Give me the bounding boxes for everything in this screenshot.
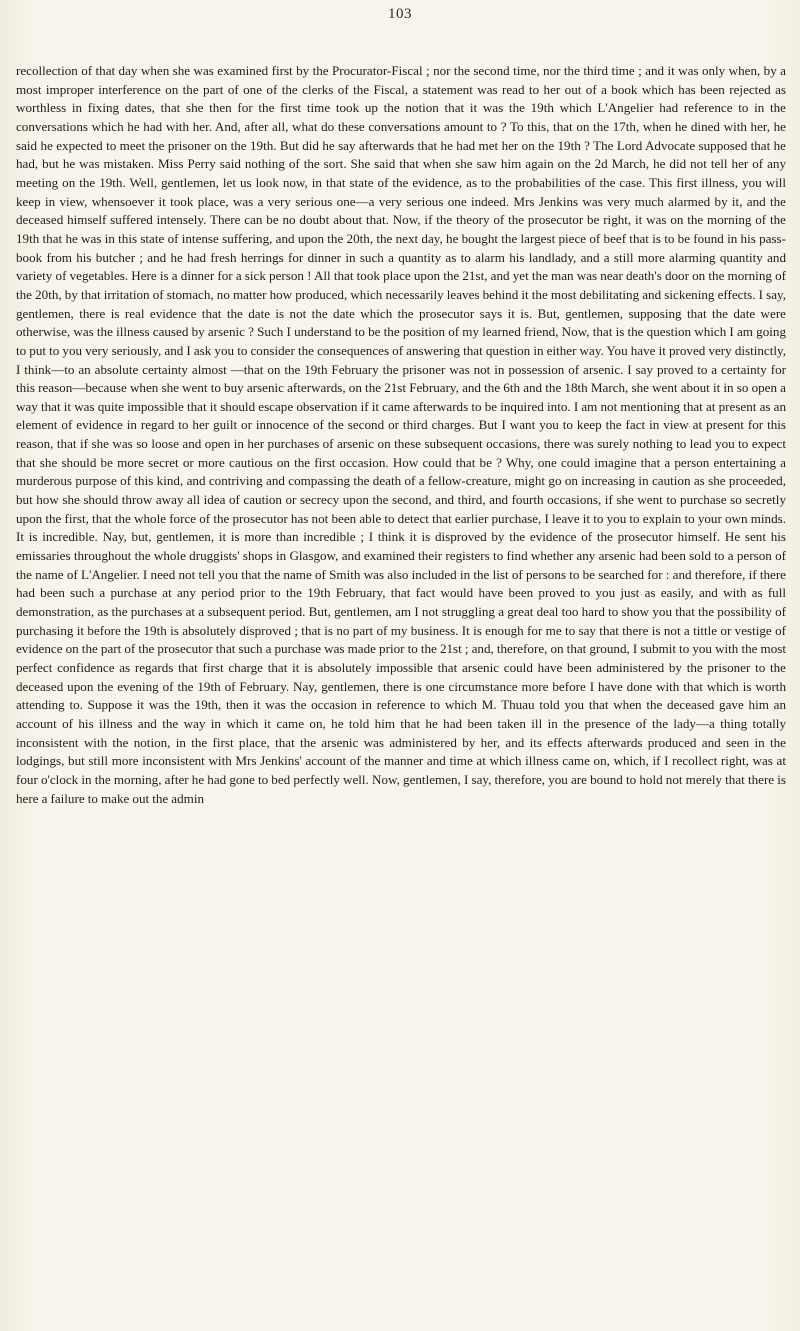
- page-number: 103: [388, 6, 412, 22]
- body-text: recollection of that day when she was examined first by the Procurator-Fiscal ; nor the second time, nor the third time ; and it was only when, by a most improper interference on the part of one of the clerks of the Fiscal, a statement was read to her out of a book which has been rejected as worthless in fixing dates, that she then for the first time took up the notion that it was the 19th which L'Angelier had reference to in the conversations which he had with her. And, after all, what do these conversations amount to ? To this, that on the 17th, when he dined with her, he said he expected to meet the prisoner on the 19th. But did he say afterwards that he had met her on the 19th ? The Lord Advocate supposed that he had, but he was mistaken. Miss Perry said nothing of the sort. She said that when she saw him again on the 2d March, he did not tell her of any meeting on the 19th. Well, gentlemen, let us look now, in that state of the evidence, as to the probabilities of the case. This first illness, you will keep in view, whensoever it took place, was a very serious one—a very serious one indeed. Mrs Jenkins was very much alarmed by it, and the deceased himself suffered intensely. There can be no doubt about that. Now, if the theory of the prosecutor be right, it was on the morning of the 19th that he was in this state of intense suffering, and upon the 20th, the next day, he bought the largest piece of beef that is to be found in his pass-book from his butcher ; and he had fresh herrings for dinner in such a quantity as to alarm his landlady, and a still more alarming quantity and variety of vegetables. Here is a dinner for a sick person ! All that took place upon the 21st, and yet the man was near death's door on the morning of the 20th, by that irritation of stomach, no matter how produced, which necessarily leaves behind it the most debilitating and sickening effects. I say, gentlemen, there is real evidence that the date is not the date which the prosecutor says it is. But, gentlemen, supposing that the date were otherwise, was the illness caused by arsenic ? Such I understand to be the position of my learned friend, Now, that is the question which I am going to put to you very seriously, and I ask you to consider the consequences of answering that question in either way. You have it proved very distinctly, I think—to an absolute certainty almost —that on the 19th February the prisoner was not in possession of arsenic. I say proved to a certainty for this reason—because when she went to buy arsenic afterwards, on the 21st February, and the 6th and the 18th March, she went about it in so open a way that it was quite impossible that it should escape observation if it came afterwards to be inquired into. I am not mentioning that at present as an element of evidence in regard to her guilt or innocence of the second or third charges. But I want you to keep the fact in view at present for this reason, that if she was so loose and open in her purchases of arsenic on these subsequent occasions, there was surely nothing to lead you to expect that she should be more secret or more cautious on the first occasion. How could that be ? Why, one could imagine that a person entertaining a murderous purpose of this kind, and contriving and compassing the death of a fellow-creature, might go on increasing in caution as she proceeded, but how she should throw away all idea of caution or secrecy upon the second, and third, and fourth occasions, if she went to purchase so secretly upon the first, that the whole force of the prosecutor has not been able to detect that earlier purchase, I leave it to you to explain to your own minds. It is incredible. Nay, but, gentlemen, it is more than incredible ; I think it is disproved by the evidence of the prosecutor himself. He sent his emissaries throughout the whole druggists' shops in Glasgow, and examined their registers to find whether any arsenic had been sold to a person of the name of L'Angelier. I need not tell you that the name of Smith was also included in the list of persons to be searched for : and therefore, if there had been such a purchase at any period prior to the 19th February, that fact would have been proved to you just as easily, and with as full demonstration, as the purchases at a subsequent period. But, gentlemen, am I not struggling a great deal too hard to show you that the possibility of purchasing it before the 19th is absolutely disproved ; that is no part of my business. It is enough for me to say that there is not a tittle or vestige of evidence on the part of the prosecutor that such a purchase was made prior to the 21st ; and, therefore, on that ground, I submit to you with the most perfect confidence as regards that first charge that it is absolutely impossible that arsenic could have been administered by the prisoner to the deceased upon the evening of the 19th of February. Nay, gentlemen, there is one circumstance more before I have done with that which is worth attending to. Suppose it was the 19th, then it was the occasion in reference to which M. Thuau told you that when the deceased gave him an account of his illness and the way in which it came on, he told him that he had been taken ill in the presence of the lady—a thing totally inconsistent with the notion, in the first place, that the arsenic was administered by her, and its effects afterwards produced and seen in the lodgings, but still more inconsistent with Mrs Jenkins' account of the manner and time at which illness came on, which, if I recollect right, was at four o'clock in the morning, after he had gone to bed perfectly well. Now, gentlemen, I say, therefore, you are bound to hold not merely that there is here a failure to make out the admin: [16, 63, 786, 806]
